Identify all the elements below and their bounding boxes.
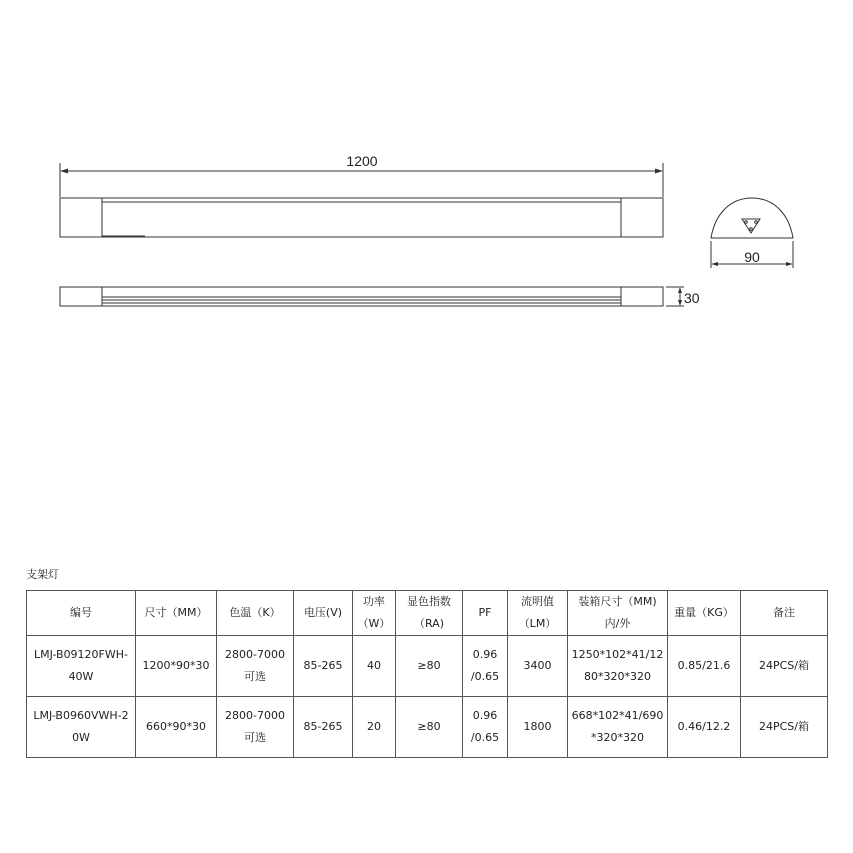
table-cell: 85-265 (294, 697, 353, 758)
height-dimension (666, 287, 684, 306)
table-cell: 0.96 /0.65 (463, 636, 508, 697)
header-cell: 流明值 （LM） (508, 591, 568, 636)
width-label: 90 (744, 249, 760, 265)
table-cell: 1250*102*41/12 80*320*320 (568, 636, 668, 697)
table-cell: 0.96 /0.65 (463, 697, 508, 758)
length-label: 1200 (346, 153, 378, 169)
header-cell: 尺寸（MM） (136, 591, 217, 636)
table-row (27, 636, 828, 697)
table-caption: 支架灯 (26, 568, 59, 581)
table-cell: 0.85/21.6 (668, 636, 741, 697)
table-cell: 660*90*30 (136, 697, 217, 758)
header-cell: 显色指数 （RA) (396, 591, 463, 636)
table-cell: 2800-7000 可选 (217, 697, 294, 758)
table-row (27, 697, 828, 758)
height-label: 30 (684, 290, 700, 306)
table-cell: 2800-7000 可选 (217, 636, 294, 697)
header-cell: PF (463, 591, 508, 636)
header-cell: 电压(V) (294, 591, 353, 636)
table-cell: 24PCS/箱 (741, 636, 828, 697)
table-cell: LMJ-B0960VWH-2 0W (27, 697, 136, 758)
table-cell: LMJ-B09120FWH- 40W (27, 636, 136, 697)
table-cell: ≥80 (396, 636, 463, 697)
table-cell: 0.46/12.2 (668, 697, 741, 758)
header-cell: 重量（KG） (668, 591, 741, 636)
header-cell: 色温（K） (217, 591, 294, 636)
fixture-side-view (60, 287, 663, 306)
fixture-top-view (60, 198, 663, 237)
spec-table (26, 590, 828, 758)
table-cell: 85-265 (294, 636, 353, 697)
table-cell: ≥80 (396, 697, 463, 758)
table-cell: 20 (353, 697, 396, 758)
header-cell: 编号 (27, 591, 136, 636)
table-cell: 668*102*41/690 *320*320 (568, 697, 668, 758)
table-cell: 1200*90*30 (136, 636, 217, 697)
header-cell: 装箱尺寸（MM) 内/外 (568, 591, 668, 636)
fixture-end-view (711, 198, 793, 238)
header-cell: 备注 (741, 591, 828, 636)
table-cell: 1800 (508, 697, 568, 758)
header-cell: 功率 （W） (353, 591, 396, 636)
table-header-row (27, 591, 828, 636)
table-cell: 40 (353, 636, 396, 697)
table-cell: 3400 (508, 636, 568, 697)
table-cell: 24PCS/箱 (741, 697, 828, 758)
